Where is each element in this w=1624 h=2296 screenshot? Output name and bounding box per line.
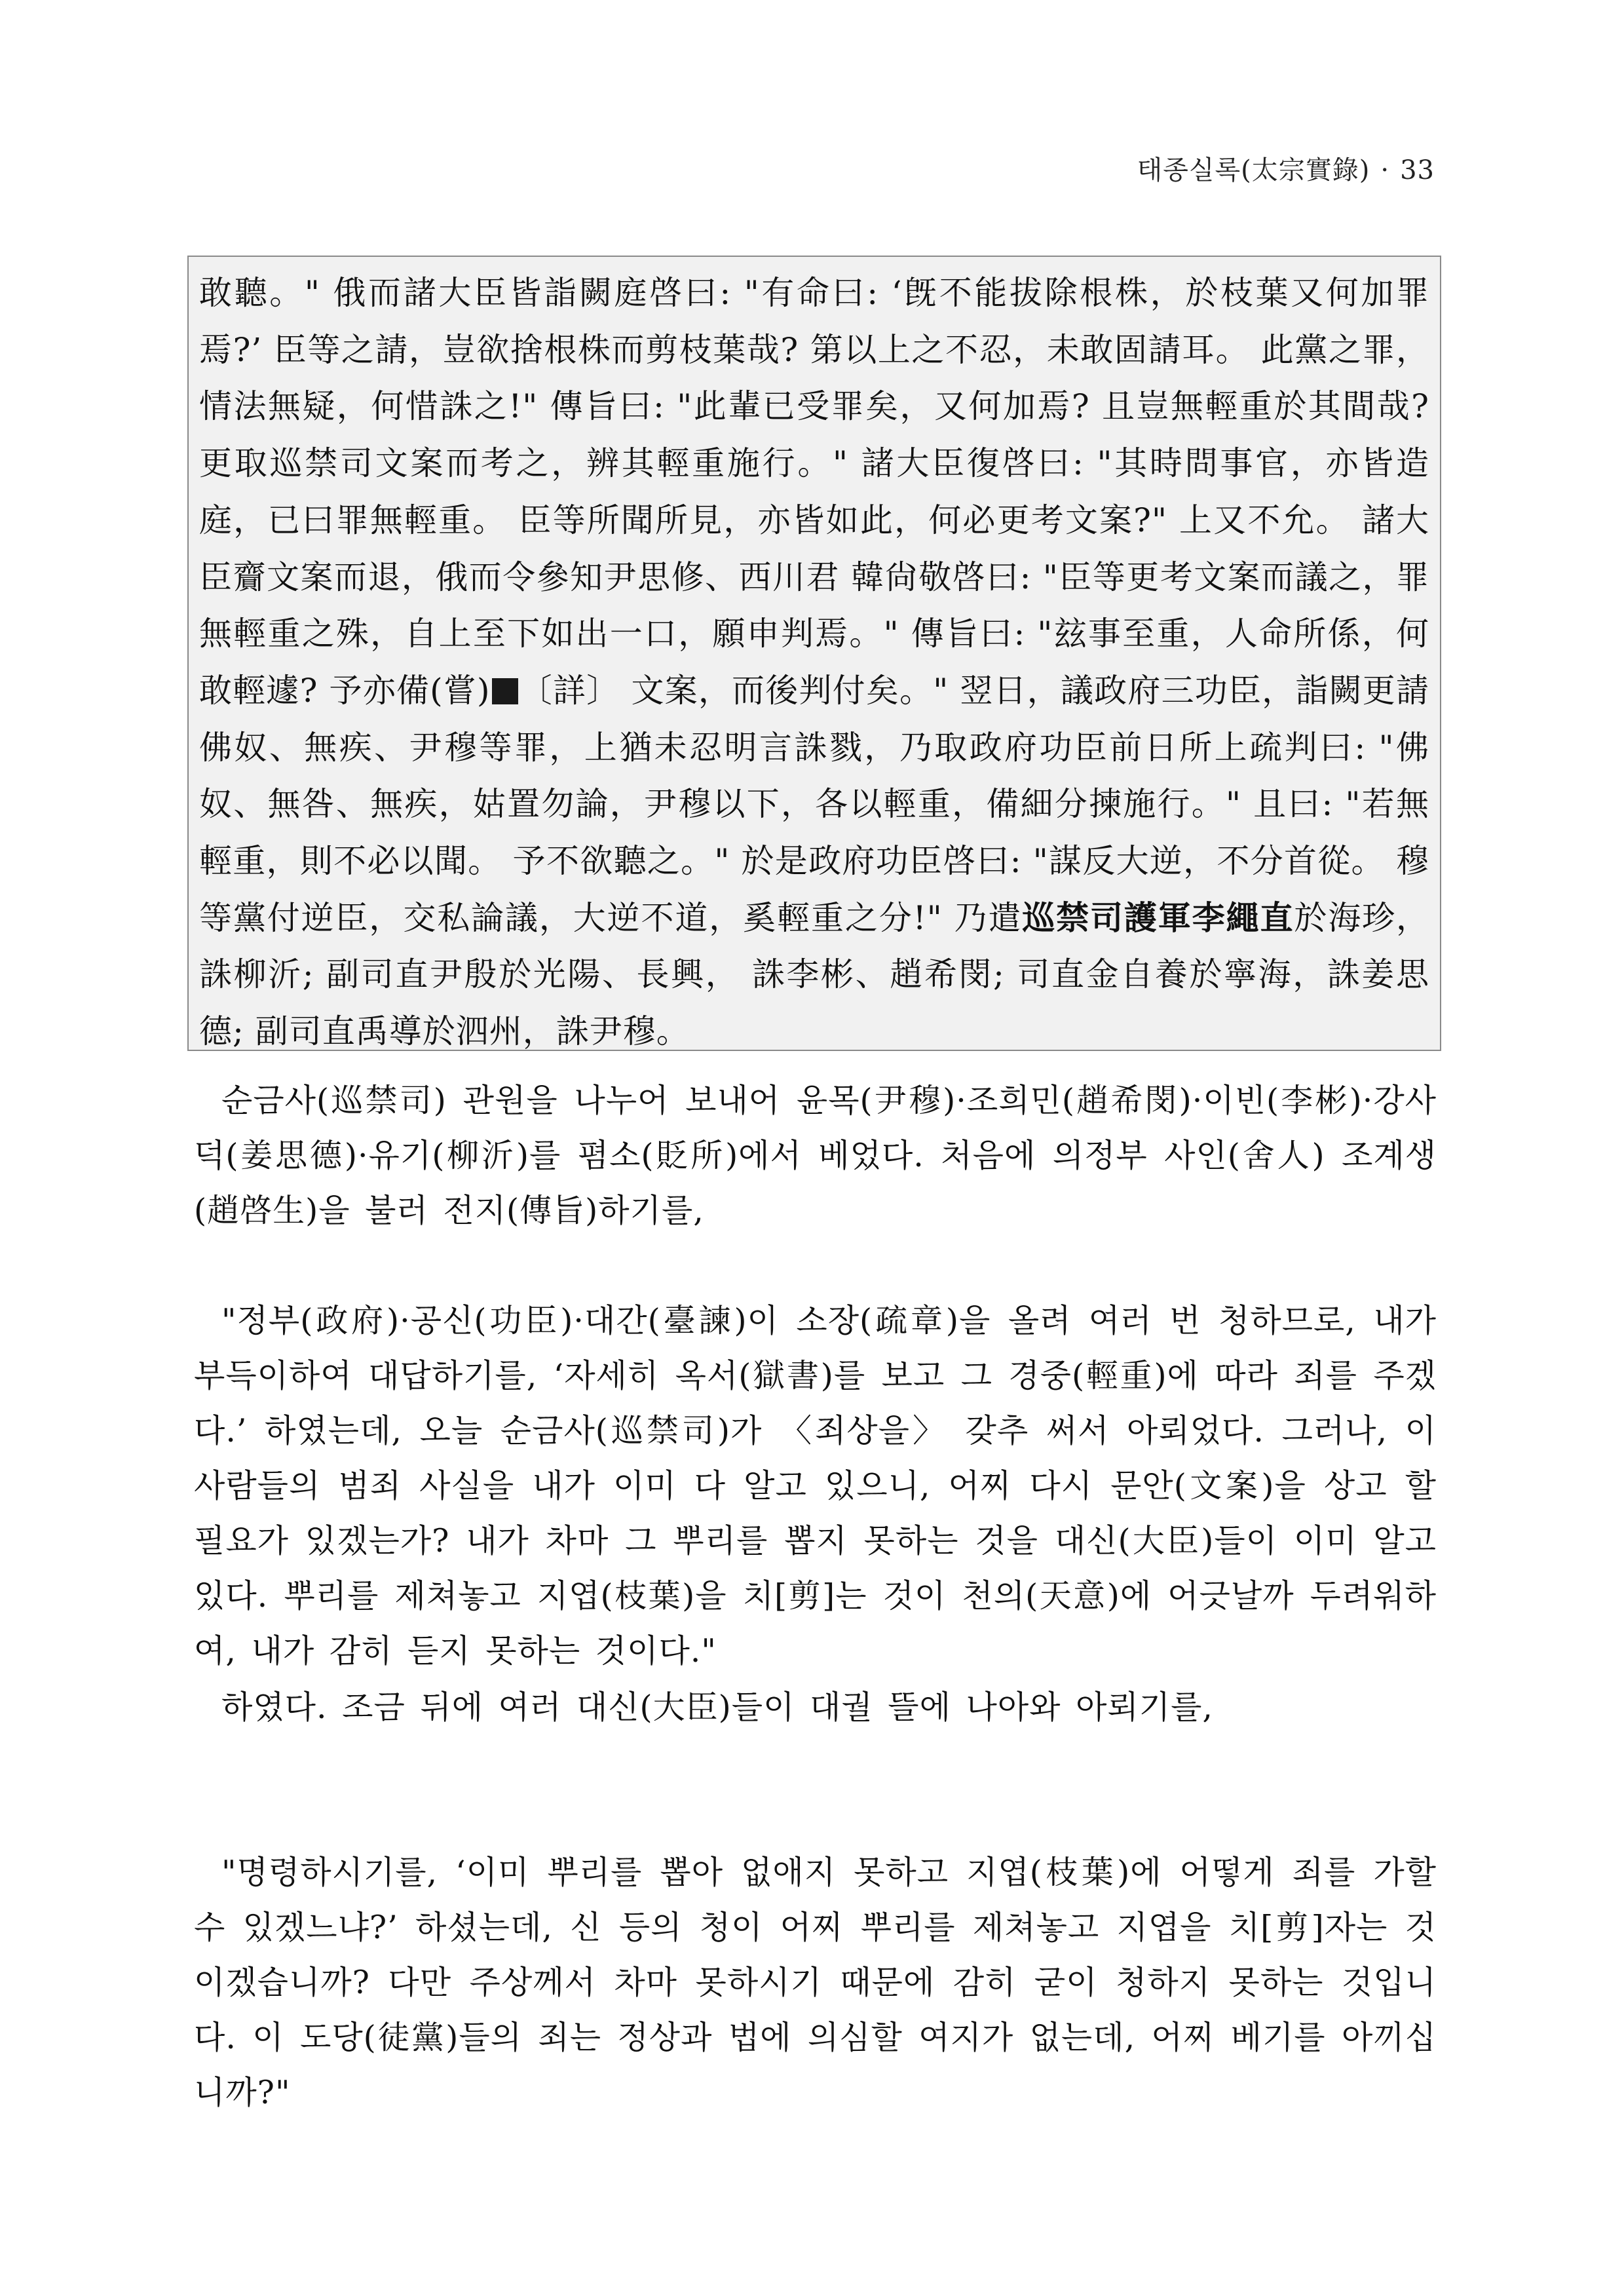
translation-paragraph-1: 순금사(巡禁司) 관원을 나누어 보내어 윤목(尹穆)·조희민(趙希閔)·이빈(李彬)·강사덕(姜思德)·유기(柳沂)를 폄소(貶所)에서 베었다. 처음에 의정부 사인(舍人) 조계생(趙啓生)을 불러 전지(傳旨)하기를, bbox=[194, 1082, 1437, 1229]
bold-phrase: 巡禁司護軍李繩直 bbox=[1022, 898, 1294, 937]
translation-paragraph-4: "명령하시기를, ‘이미 뿌리를 뽑아 없애지 못하고 지엽(枝葉)에 어떻게 죄를 가할 수 있겠느냐?’ 하셨는데, 신 등의 청이 어찌 뿌리를 제쳐놓고 지엽을 치[剪]자는 것이겠습니까? 다만 주상께서 차마 못하시기 때문에 감히 굳이 청하지 못하는 것입니다. 이 도당(徒黨)들의 죄는 정상과 법에 의심할 여지가 없는데, 어찌 베기를 아끼십니까?" bbox=[194, 1854, 1437, 2111]
original-text-part-2: 〔詳〕 文案，而後判付矣。" 翌日，議政府三功臣，詣闕更請佛奴、無疾、尹穆等罪，上猶未忍明言誅戮，乃取政府功臣前日所上疏判曰: "佛奴、無咎、無疾，姑置勿論，尹穆以下，各以輕重，備細分揀施行。" 且曰: "若無輕重，則不必以聞。 予不欲聽之。" 於是政府功臣啓曰: "謀反大逆，不分首從。 穆等黨付逆臣，交私論議，大逆不道，奚輕重之分!" 乃遣 bbox=[199, 671, 1429, 937]
running-header bbox=[1137, 149, 1435, 187]
translation-paragraph-3: 하였다. 조금 뒤에 여러 대신(大臣)들이 대궐 뜰에 나아와 아뢰기를, bbox=[221, 1689, 1214, 1726]
original-text-box bbox=[187, 256, 1441, 1051]
original-text-part-3: 於海珍， 誅柳沂; 副司直尹殷於光陽、長興， 誅李彬、趙希閔; 司直金自養於寧海，誅姜思德; 副司直禹導於泗州，誅尹穆。 bbox=[199, 898, 1430, 1051]
page-number: 33 bbox=[1400, 155, 1435, 185]
header-separator: · bbox=[1380, 155, 1390, 185]
original-text bbox=[199, 265, 1429, 1051]
translation-paragraph-2: "정부(政府)·공신(功臣)·대간(臺諫)이 소장(疏章)을 올려 여러 번 청하므로, 내가 부득이하여 대답하기를, ‘자세히 옥서(獄書)를 보고 그 경중(輕重)에 따라 죄를 주겠다.’ 하였는데, 오늘 순금사(巡禁司)가 〈죄상을〉 갖추 써서 아뢰었다. 그러나, 이 사람들의 범죄 사실을 내가 이미 다 알고 있으니, 어찌 다시 문안(文案)을 상고 할 필요가 있겠는가? 내가 차마 그 뿌리를 뽑지 못하는 것을 대신(大臣)들이 이미 알고 있다. 뿌리를 제쳐놓고 지엽(枝葉)을 치[剪]는 것이 천의(天意)에 어긋날까 두려워하여, 내가 감히 듣지 못하는 것이다." bbox=[194, 1302, 1437, 1670]
missing-character-mark bbox=[492, 678, 518, 704]
header-title: 태종실록(太宗實錄) bbox=[1137, 155, 1370, 185]
original-text-part-1: 敢聽。" 俄而諸大臣皆詣闕庭啓曰: "有命曰: ‘旣不能拔除根株，於枝葉又何加罪焉?’ 臣等之請，豈欲捨根株而剪枝葉哉? 第以上之不忍，未敢固請耳。 此黨之罪，情法無疑，何惜誅之!" 傳旨曰: "此輩已受罪矣，又何加焉? 且豈無輕重於其間哉? 更取巡禁司文案而考之，辨其輕重施行。" 諸大臣復啓曰: "其時問事官，亦皆造庭，已曰罪無輕重。 臣等所聞所見，亦皆如此，何必更考文案?" 上又不允。 諸大臣齎文案而退，俄而令參知尹思修、西川君 韓尙敬啓曰: "臣等更考文案而議之，罪無輕重之殊，自上至下如出一口，願申判焉。" 傳旨曰: "玆事至重，人命所係，何敢輕遽? 予亦備(嘗) bbox=[199, 274, 1429, 710]
